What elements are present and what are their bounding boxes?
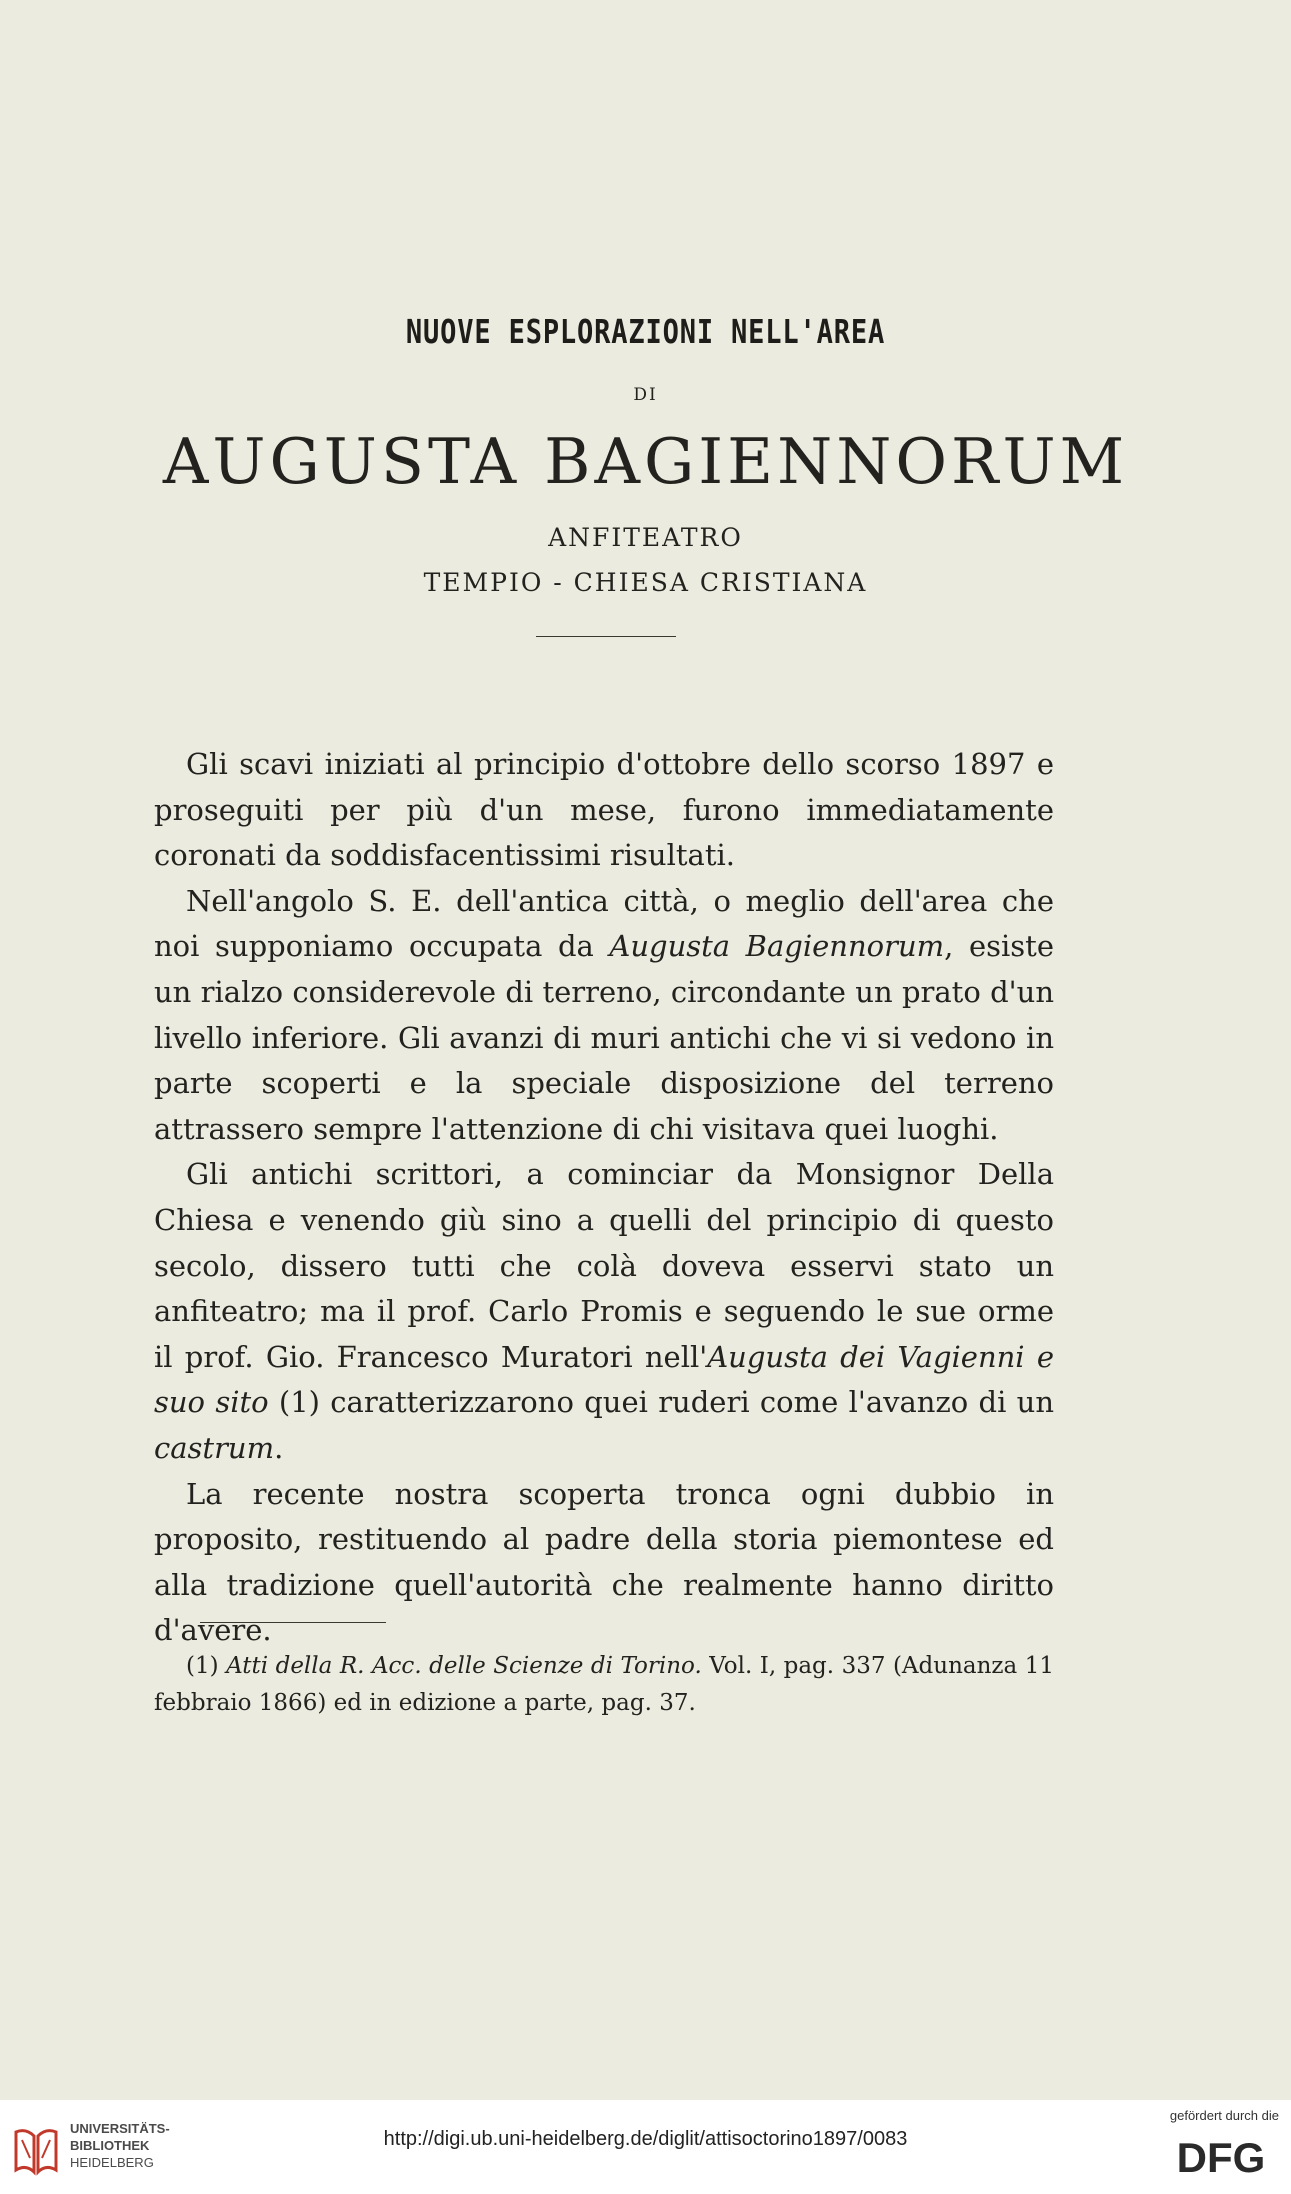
paragraph-2-part-a: Nell'angolo S. E. dell'antica città, o meglio dell'area che noi supponiamo occupata da: [154, 883, 1054, 964]
paragraph-2-italic: Augusta Bagiennorum: [609, 929, 945, 964]
footnote-text: Vol. I, pag. 337 (Adunanza 11 febbraio 1866) ed in edizione a parte, pag. 37.: [154, 1653, 1054, 1716]
footnote: [154, 1648, 1054, 1722]
page-title-top: NUOVE ESPLORAZIONI NELL'AREA: [405, 312, 886, 351]
paragraph-3-italic-2: castrum: [154, 1430, 275, 1465]
page-title-connector: DI: [633, 385, 658, 405]
subtitle-2: TEMPIO - CHIESA CRISTIANA: [423, 568, 868, 597]
footnote-divider: [200, 1622, 386, 1623]
dfg-logo-icon: [1165, 2128, 1277, 2186]
page-title-main: AUGUSTA BAGIENNORUM: [162, 425, 1129, 498]
paragraph-3-part-b: (1) caratterizzarono quei ruderi come l'avanzo di un: [268, 1385, 1055, 1420]
footnote-italic: Atti della R. Acc. delle Scienze di Torino.: [226, 1653, 702, 1679]
footnote-marker: (1): [186, 1653, 227, 1679]
paragraph-1: Gli scavi iniziati al principio d'ottobre dello scorso 1897 e proseguiti per più d'un mese, furono immediatamente coronati da soddisfacentissimi risultati.: [154, 747, 1054, 873]
paragraph-3-part-a: Gli antichi scrittori, a cominciar da Monsignor Della Chiesa e venendo giù sino a quelli del principio di questo secolo, dissero tutti che colà doveva esservi stato un anfiteatro; ma il prof. Carlo Promis e seguendo le sue orme il prof. Gio. Francesco Muratori nell': [154, 1157, 1054, 1374]
subtitle-1: ANFITEATRO: [548, 523, 743, 552]
paragraph-2-part-b: , esiste un rialzo considerevole di terreno, circondante un prato d'un livello inferiore. Gli avanzi di muri antichi che vi si vedono in parte scoperti e la speciale disposizione del terreno attrassero sempre l'attenzione di chi visitava quei luoghi.: [154, 929, 1054, 1146]
paragraph-4: La recente nostra scoperta tronca ogni dubbio in proposito, restituendo al padre della storia piemontese ed alla tradizione quell'autorità che realmente hanno diritto d'avere.: [154, 1476, 1054, 1648]
paragraph-2: [154, 879, 1054, 1153]
funding-label: gefördert durch die: [1169, 2108, 1279, 2123]
paragraph-3-italic-1: Augusta dei Vagienni e suo sito: [154, 1339, 1054, 1420]
paragraph-3-part-c: .: [274, 1430, 284, 1465]
title-divider: [536, 636, 676, 637]
body-text: [154, 742, 1054, 1654]
paragraph-3: [154, 1152, 1054, 1471]
source-url-link[interactable]: http://digi.ub.uni-heidelberg.de/diglit/attisoctorino1897/0083: [383, 2128, 908, 2150]
library-name: UNIVERSITÄTS- BIBLIOTHEK HEIDELBERG: [70, 2121, 170, 2170]
svg-text:DFG: DFG: [1176, 2134, 1266, 2181]
